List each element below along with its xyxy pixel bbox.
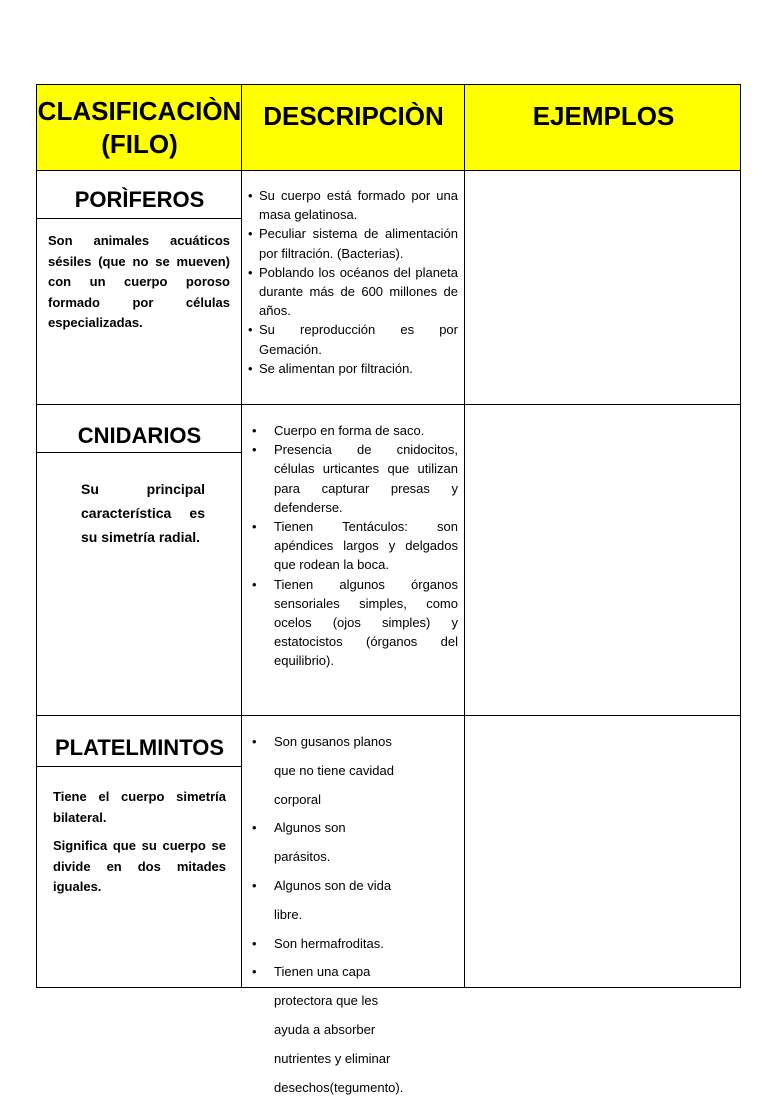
header-ejemplos: EJEMPLOS (532, 100, 675, 131)
filo-title-platelmintos: PLATELMINTOS (54, 735, 225, 760)
title-underline (37, 766, 242, 767)
description-item: • Algunos son de vida libre. (252, 872, 405, 930)
classification-table (36, 84, 741, 1095)
description-item: • Su cuerpo está formado por una masa gelatinosa. (248, 186, 458, 224)
description-item: • Son hermafroditas. (252, 930, 405, 959)
filo-title-poriferos: PORÌFEROS (74, 187, 205, 212)
filo-paragraph: Significa que su cuerpo se divide en dos mitades iguales. (53, 838, 226, 894)
filo-text-cnidarios (81, 477, 205, 557)
title-underline (37, 452, 242, 453)
description-platelmintos (242, 728, 465, 1102)
header-descripcion: DESCRIPCIÒN (263, 100, 444, 131)
title-underline (37, 218, 242, 219)
filo-paragraph: Su principal característica es su simetría radial. (81, 481, 205, 545)
description-item: • Tienen una capa protectora que les ayuda a absorber nutrientes y eliminar desechos(tegumento). (252, 958, 405, 1102)
examples-cell-cnidarios[interactable] (465, 405, 742, 715)
filo-title-cnidarios: CNIDARIOS (77, 423, 202, 448)
examples-cell-platelmintos[interactable] (465, 716, 742, 987)
filo-paragraph: Tiene el cuerpo simetría bilateral. (53, 789, 226, 825)
description-item: • Se alimentan por filtración. (248, 359, 458, 378)
filo-text-poriferos (48, 231, 230, 342)
description-item: • Tienen algunos órganos sensoriales simples, como ocelos (ojos simples) y estatocistos (órganos del equilibrio). (252, 575, 458, 671)
description-cnidarios (242, 421, 465, 671)
description-item: • Cuerpo en forma de saco. (252, 421, 458, 440)
description-item: • Son gusanos planos que no tiene cavidad corporal (252, 728, 405, 814)
description-poriferos (242, 186, 465, 378)
filo-paragraph: Son animales acuáticos sésiles (que no se mueven) con un cuerpo poroso formado por células especializadas. (48, 233, 230, 330)
description-item: • Algunos son parásitos. (252, 814, 405, 872)
header-clasificacion: CLASIFICACIÒN (FILO) (37, 96, 242, 159)
description-item: • Su reproducción es por Gemación. (248, 320, 458, 358)
description-item: • Tienen Tentáculos: son apéndices largos y delgados que rodean la boca. (252, 517, 458, 575)
description-item: • Presencia de cnidocitos, células urticantes que utilizan para capturar presas y defenderse. (252, 440, 458, 517)
description-item: • Poblando los océanos del planeta durante más de 600 millones de años. (248, 263, 458, 321)
description-item: • Peculiar sistema de alimentación por filtración. (Bacterias). (248, 224, 458, 262)
filo-text-platelmintos (53, 787, 226, 906)
examples-cell-poriferos[interactable] (465, 171, 742, 404)
